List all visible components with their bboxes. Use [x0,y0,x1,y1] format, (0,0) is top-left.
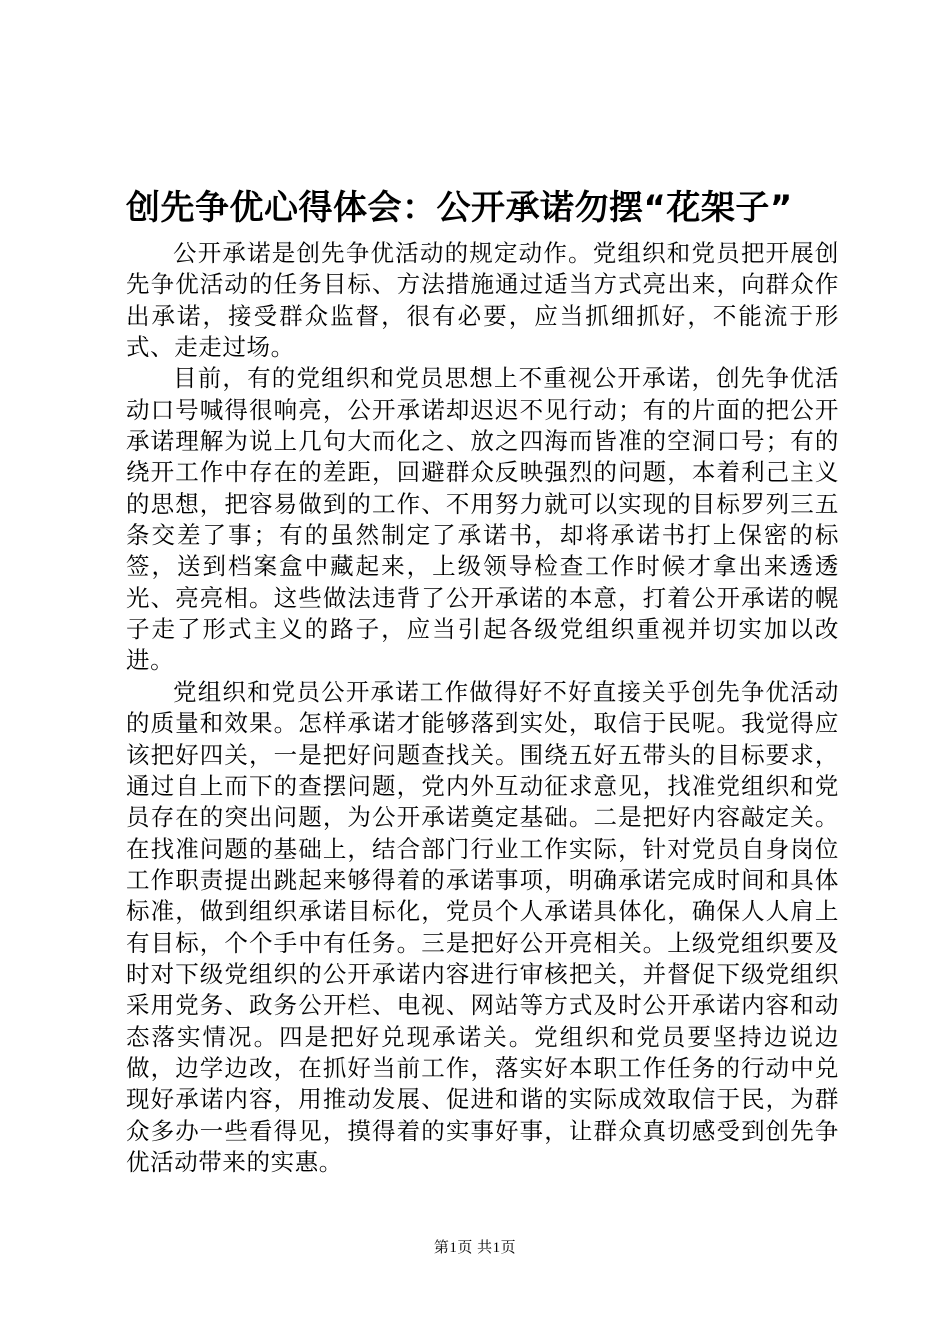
paragraph: 公开承诺是创先争优活动的规定动作。党组织和党员把开展创先争优活动的任务目标、方法措施通过适当方式亮出来，向群众作出承诺，接受群众监督，很有必要，应当抓细抓好，不能流于形式、走走过场。 [126,239,839,362]
document-body [126,238,839,1178]
document-title: 创先争优心得体会：公开承诺勿摆“花架子” [126,188,793,228]
page-number-footer: 第1页 共1页 [433,1240,517,1256]
paragraph: 党组织和党员公开承诺工作做得好不好直接关乎创先争优活动的质量和效果。怎样承诺才能够落到实处，取信于民呢。我觉得应该把好四关，一是把好问题查找关。围绕五好五带头的目标要求，通过自上而下的查摆问题，党内外互动征求意见，找准党组织和党员存在的突出问题，为公开承诺奠定基础。二是把好内容敲定关。在找准问题的基础上，结合部门行业工作实际，针对党员自身岗位工作职责提出跳起来够得着的承诺事项，明确承诺完成时间和具体标准，做到组织承诺目标化，党员个人承诺具体化，确保人人肩上有目标，个个手中有任务。三是把好公开亮相关。上级党组织要及时对下级党组织的公开承诺内容进行审核把关，并督促下级党组织采用党务、政务公开栏、电视、网站等方式及时公开承诺内容和动态落实情况。四是把好兑现承诺关。党组织和党员要坚持边说边做，边学边改，在抓好当前工作，落实好本职工作任务的行动中兑现好承诺内容，用推动发展、促进和谐的实际成效取信于民，为群众多办一些看得见，摸得着的实事好事，让群众真切感受到创先争优活动带来的实惠。 [126,677,839,1176]
paragraph: 目前，有的党组织和党员思想上不重视公开承诺，创先争优活动口号喊得很响亮，公开承诺却迟迟不见行动；有的片面的把公开承诺理解为说上几句大而化之、放之四海而皆准的空洞口号；有的绕开工作中存在的差距，回避群众反映强烈的问题，本着利己主义的思想，把容易做到的工作、不用努力就可以实现的目标罗列三五条交差了事；有的虽然制定了承诺书，却将承诺书打上保密的标签，送到档案盒中藏起来，上级领导检查工作时候才拿出来透透光、亮亮相。这些做法违背了公开承诺的本意，打着公开承诺的幌子走了形式主义的路子，应当引起各级党组织重视并切实加以改进。 [126,364,839,675]
